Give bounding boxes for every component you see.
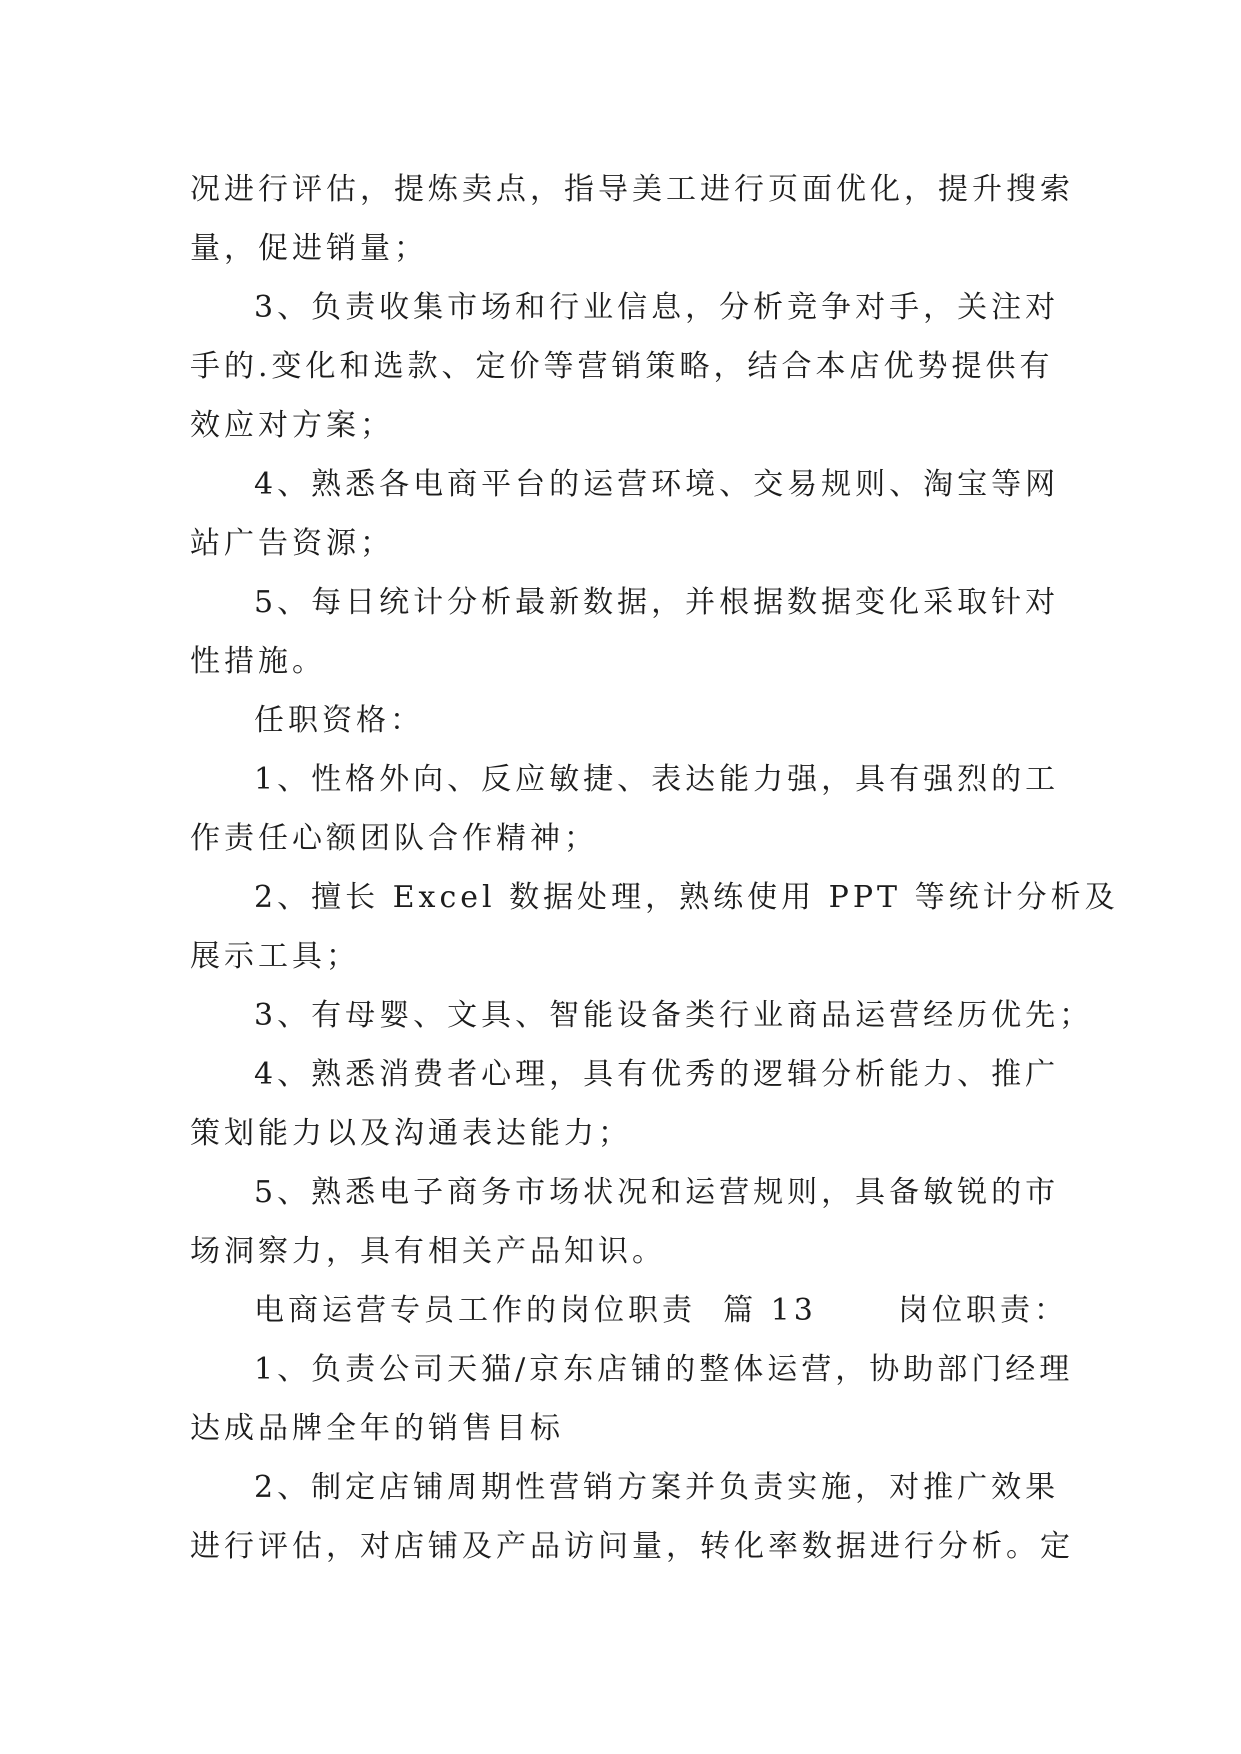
text-line-6: 4、熟悉各电商平台的运营环境、交易规则、淘宝等网	[254, 467, 1060, 502]
text-line-17: 策划能力以及沟通表达能力；	[190, 1116, 632, 1151]
text-line-9: 性措施。	[190, 644, 326, 679]
section-heading-qualifications: 任职资格：	[254, 703, 424, 738]
text-line-21: 1、负责公司天猫/京东店铺的整体运营，协助部门经理	[254, 1352, 1074, 1387]
text-line-1: 况进行评估，提炼卖点，指导美工进行页面优化，提升搜索	[190, 172, 1074, 207]
section-heading-part-13: 电商运营专员工作的岗位职责 篇 13 岗位职责：	[254, 1293, 1068, 1328]
text-line-23: 2、制定店铺周期性营销方案并负责实施，对推广效果	[254, 1470, 1060, 1505]
text-line-13: 2、擅长 Excel 数据处理，熟练使用 PPT 等统计分析及	[254, 880, 1119, 915]
text-line-16: 4、熟悉消费者心理，具有优秀的逻辑分析能力、推广	[254, 1057, 1060, 1092]
text-line-14: 展示工具；	[190, 939, 360, 974]
text-line-11: 1、性格外向、反应敏捷、表达能力强，具有强烈的工	[254, 762, 1060, 797]
text-line-24: 进行评估，对店铺及产品访问量，转化率数据进行分析。定	[190, 1529, 1074, 1564]
text-line-4: 手的.变化和选款、定价等营销策略，结合本店优势提供有	[190, 349, 1054, 384]
text-line-15: 3、有母婴、文具、智能设备类行业商品运营经历优先；	[254, 998, 1094, 1033]
text-line-22: 达成品牌全年的销售目标	[190, 1411, 564, 1446]
text-line-7: 站广告资源；	[190, 526, 394, 561]
text-line-18: 5、熟悉电子商务市场状况和运营规则，具备敏锐的市	[254, 1175, 1060, 1210]
text-line-2: 量，促进销量；	[190, 231, 428, 266]
body-text	[190, 160, 1119, 1576]
text-line-3: 3、负责收集市场和行业信息，分析竞争对手，关注对	[254, 290, 1060, 325]
text-line-5: 效应对方案；	[190, 408, 394, 443]
text-line-8: 5、每日统计分析最新数据，并根据数据变化采取针对	[254, 585, 1060, 620]
text-line-12: 作责任心额团队合作精神；	[190, 821, 598, 856]
text-line-19: 场洞察力，具有相关产品知识。	[190, 1234, 666, 1269]
